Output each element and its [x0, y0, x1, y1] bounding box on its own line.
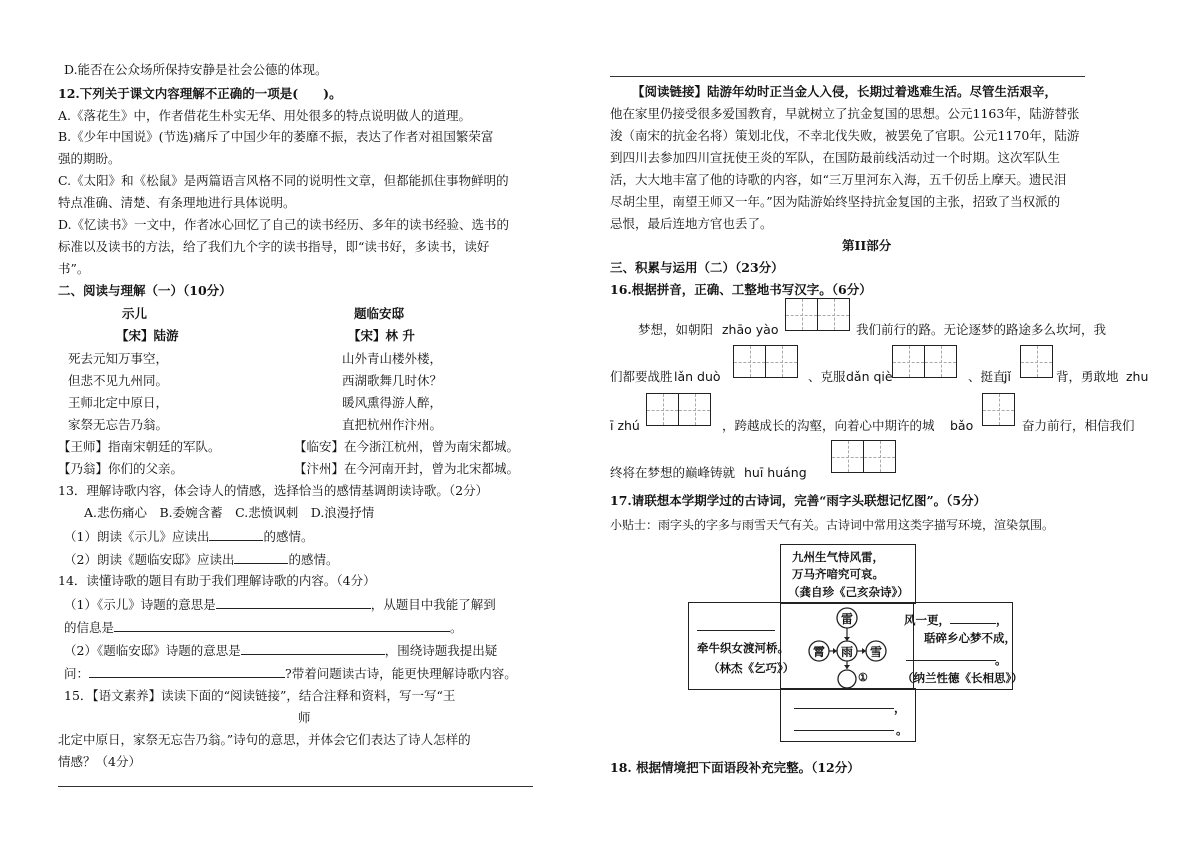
right-top-rule — [610, 76, 1085, 77]
q16-pinyin-ji: jǐ — [1004, 369, 1011, 384]
q16-line1-suffix: 我们前行的路。无论逐梦的路途多么坎坷，我 — [856, 322, 1107, 337]
q14-2-mid: ，围绕诗题我提出疑 — [384, 643, 498, 658]
q14-1-prefix: （1）《示儿》诗题的意思是 — [64, 597, 216, 612]
q16-grid-zhuizhu[interactable] — [646, 393, 710, 426]
q14-1 — [64, 596, 496, 613]
q16-grid-danqie[interactable] — [892, 345, 956, 378]
q16-pinyin-bao: bǎo — [950, 418, 974, 433]
reading-link-line2: 他在家里仍接受很多爱国教育，早就树立了抗金复国的思想。公元1163年，陆游替张 — [610, 106, 1080, 121]
poem1-author: 【宋】陆游 — [116, 328, 179, 343]
grid-cell[interactable] — [982, 393, 1015, 426]
q16-line4-prefix: 终将在梦想的巅峰铸就 — [610, 465, 736, 480]
q16-title: 16.根据拼音，正确、工整地书写汉字。（6分） — [610, 282, 872, 297]
poem1-line3: 王师北定中原日， — [68, 395, 169, 410]
poem2-line2: 西湖歌舞几时休？ — [342, 373, 443, 388]
map-node-south-blank[interactable] — [838, 670, 856, 688]
map-char-east: 雪 — [870, 645, 883, 659]
reading-link-line1 — [632, 84, 1057, 100]
note-wangshi: 【王师】指南宋朝廷的军队。 — [58, 439, 221, 454]
q16-pinyin-huihuang: huī huáng — [744, 465, 807, 480]
q14-1-period: 。 — [450, 620, 463, 635]
map-left-source: （林杰《乞巧》） — [708, 661, 795, 675]
q12-option-b-line1: B.《少年中国说》(节选)痛斥了中国少年的萎靡不振，表达了作者对祖国繁荣富 — [58, 129, 494, 144]
q16-line2-c: 、挺直 — [968, 369, 1006, 384]
q17-tip: 小贴士：雨字头的字多与雨雪天气有关。古诗词中常用这类字描写环境，渲染氛围。 — [610, 518, 1055, 532]
note-bianzhou: 【汴州】在今河南开封，曾为北宋都城。 — [294, 461, 520, 476]
map-left-line: 牵牛织女渡河桥。 — [697, 641, 789, 655]
q14-2-suffix: ?带着问题读古诗，能更快理解诗歌内容。 — [285, 666, 517, 681]
poem2-author: 【宋】林 升 — [348, 328, 415, 343]
q12-option-d-line2: 标准以及读书的方法，给了我们九个字的读书指导，即“读书好，多读书，读好 — [58, 239, 490, 254]
map-right-blank1[interactable] — [950, 611, 996, 624]
grid-cell[interactable] — [924, 345, 957, 378]
q16-pinyin-landuo: lǎn duò — [674, 369, 721, 384]
q13-1-suffix: 的感情。 — [263, 529, 314, 544]
q15-line4: 情感？（4分） — [58, 754, 141, 769]
map-right-line2: 聒碎乡心梦不成， — [924, 631, 1016, 645]
q12-option-b-line2: 强的期盼。 — [58, 151, 121, 166]
note-linan: 【临安】在今浙江杭州，曾为南宋都城。 — [294, 439, 520, 454]
map-right-period: 。 — [995, 653, 1007, 667]
poem1-line4: 家祭无忘告乃翁。 — [68, 417, 169, 432]
q14-2-blank[interactable] — [241, 642, 385, 655]
map-right-line1: 风一更， ， — [904, 613, 1008, 627]
q14-1-info-label: 的信息是 — [64, 620, 115, 635]
poem2-line4: 直把杭州作汴州。 — [342, 417, 443, 432]
q14-title: 14．读懂诗歌的题目有助于我们理解诗歌的内容。（4分） — [58, 573, 376, 588]
grid-cell[interactable] — [785, 298, 818, 331]
q16-pinyin-danqie: dǎn qiè — [846, 369, 893, 384]
q13-2-suffix: 的感情。 — [288, 552, 339, 567]
q12-option-c-line1: C.《太阳》和《松鼠》是两篇语言风格不同的说明性文章，但都能抓住事物鲜明的 — [58, 173, 509, 188]
q16-grid-ji[interactable] — [1020, 345, 1052, 378]
q12-option-d-line1: D.《忆读书》一文中，作者冰心回忆了自己的读书经历、多年的读书经验、选书的 — [58, 217, 510, 232]
q16-pinyin-zhuizhu-b: ī zhú — [610, 418, 640, 433]
q14-2 — [64, 642, 497, 659]
q16-grid-huihuang[interactable] — [831, 440, 895, 473]
q16-grid-landuo[interactable] — [733, 345, 797, 378]
q16-line2-b: 、克服 — [808, 369, 846, 384]
map-bottom-comma: ， — [894, 701, 906, 715]
q12-option-d-line3: 书”。 — [58, 261, 90, 276]
q15-line1: 15．【语文素养】读读下面的“阅读链接”，结合注释和资料，写一写“王 — [64, 688, 456, 703]
poem1-line2: 但悲不见九州同。 — [68, 373, 169, 388]
q13-2-prefix: （2）朗读《题临安邸》应读出 — [64, 552, 235, 567]
q16-line3-c: 奋力前行，相信我们 — [1022, 418, 1135, 433]
q16-line3-b: ，跨越成长的沟壑，向着心中期许的城 — [722, 418, 935, 433]
section2-title: 二、阅读与理解（一）（10分） — [58, 283, 232, 298]
q14-2-question-blank[interactable] — [89, 665, 285, 678]
reading-link-line5: 活，大大地丰富了他的诗歌的内容，如“三万里河东入海，五千仞岳上摩天。遗民泪 — [610, 172, 1067, 187]
grid-cell[interactable] — [733, 345, 766, 378]
q14-2-line2 — [64, 665, 517, 682]
q16-grid-zhaoyao[interactable] — [785, 298, 849, 331]
map-right-source: （纳兰性德《长相思》） — [902, 671, 1023, 685]
grid-cell[interactable] — [678, 393, 711, 426]
part2-heading: 第II部分 — [842, 238, 892, 253]
q14-1-mid: ，从题目中我能了解到 — [370, 597, 496, 612]
q12-option-c-line2: 特点准确、清楚、有条理地进行具体说明。 — [58, 195, 296, 210]
q16-line1-prefix: 梦想，如朝阳 — [638, 322, 714, 337]
q14-1-info-blank[interactable] — [114, 619, 450, 632]
map-top-line1: 九州生气恃风雷， — [792, 550, 884, 564]
q12-title: 12.下列关于课文内容理解不正确的一项是( )。 — [58, 86, 342, 101]
reading-link-line3: 浚（南宋的抗金名将）策划北伐，不幸北伐失败，被罢免了官职。公元1170年，陆游 — [610, 128, 1080, 143]
reading-link-line7: 忌恨，最后连地方官也丢了。 — [610, 216, 773, 231]
poem2-title: 题临安邸 — [354, 306, 405, 321]
grid-cell[interactable] — [1020, 345, 1053, 378]
q13-options: A.悲伤痛心 B.委婉含蓄 C.悲愤讽刺 D.浪漫抒情 — [84, 505, 375, 520]
q16-grid-bao[interactable] — [982, 393, 1014, 426]
grid-cell[interactable] — [831, 440, 864, 473]
map-right-blank2[interactable] — [906, 660, 996, 661]
map-top-source: （龚自珍《己亥杂诗》） — [788, 585, 909, 599]
map-bottom-blank1[interactable] — [794, 708, 894, 709]
reading-link-line1-text: 【阅读链接】陆游年幼时正当金人入侵，长期过着逃难生活。尽管生活艰辛， — [632, 84, 1058, 99]
poem2-line3: 暖风熏得游人醉， — [342, 395, 443, 410]
poem2-line1: 山外青山楼外楼， — [342, 351, 443, 366]
map-char-north: 雷 — [841, 612, 854, 626]
section3-title: 三、积累与运用（二）（23分） — [610, 260, 784, 275]
poem1-title: 示儿 — [122, 306, 148, 321]
q13-title: 13．理解诗歌内容，体会诗人的情感，选择恰当的感情基调朗读诗歌。（2分） — [58, 483, 489, 498]
q15-line3: 北定中原日，家祭无忘告乃翁。”诗句的意思，并体会它们表达了诗人怎样的 — [58, 732, 471, 747]
grid-cell[interactable] — [863, 440, 896, 473]
map-bottom-blank2[interactable] — [794, 730, 894, 731]
left-answer-line[interactable] — [58, 786, 533, 787]
grid-cell[interactable] — [892, 345, 925, 378]
q14-2-prefix: （2）《题临安邸》诗题的意思是 — [64, 643, 241, 658]
map-bottom-period: 。 — [896, 723, 908, 737]
grid-cell[interactable] — [646, 393, 679, 426]
q13-2 — [64, 551, 338, 568]
q18-title: 18. 根据情境把下面语段补充完整。（12分） — [610, 760, 860, 775]
reading-link-line6: 尽胡尘里，南望王师又一年。”因为陆游始终坚持抗金复国的主张，招致了当权派的 — [610, 194, 1061, 209]
q11-option-d: D.能否在公众场所保持安静是社会公德的体现。 — [64, 62, 328, 77]
q12-option-a: A.《落花生》中，作者借花生朴实无华、用处很多的特点说明做人的道理。 — [58, 108, 472, 123]
q16-line2-prefix: 们都要战胜 — [610, 369, 673, 384]
q13-1-blank[interactable] — [209, 528, 263, 541]
q14-1-blank[interactable] — [216, 596, 371, 609]
q14-1-line2 — [64, 619, 463, 636]
grid-cell[interactable] — [817, 298, 850, 331]
q15-line2: 师 — [298, 710, 311, 725]
map-top-line2: 万马齐喑究可哀。 — [792, 567, 884, 581]
q17-title: 17.请联想本学期学过的古诗词，完善“雨字头联想记忆图”。（5分） — [610, 493, 987, 508]
note-naiweng: 【乃翁】你们的父亲。 — [58, 461, 184, 476]
q13-2-blank[interactable] — [234, 551, 288, 564]
map-right-line1-text: 风一更， — [904, 613, 950, 627]
q13-1-prefix: （1）朗读《示儿》应读出 — [64, 529, 210, 544]
q16-pinyin-zhaoyao: zhāo yào — [722, 322, 779, 337]
q16-line2-d: 背，勇敢地 — [1056, 369, 1119, 384]
map-char-center: 雨 — [841, 645, 854, 659]
grid-cell[interactable] — [765, 345, 798, 378]
q13-1 — [64, 528, 313, 545]
reading-link-line4: 到四川去参加四川宣抚使王炎的军队，在国防最前线活动过一个时期。这次军队生 — [610, 150, 1061, 165]
map-left-blank[interactable] — [697, 630, 775, 631]
map-south-mark: ① — [858, 671, 868, 684]
q14-2-question-label: 问： — [64, 666, 90, 681]
poem1-line1: 死去元知万事空， — [68, 351, 169, 366]
q16-pinyin-zhuizhu-a: zhu — [1126, 369, 1149, 384]
map-char-west: 霄 — [813, 645, 826, 659]
